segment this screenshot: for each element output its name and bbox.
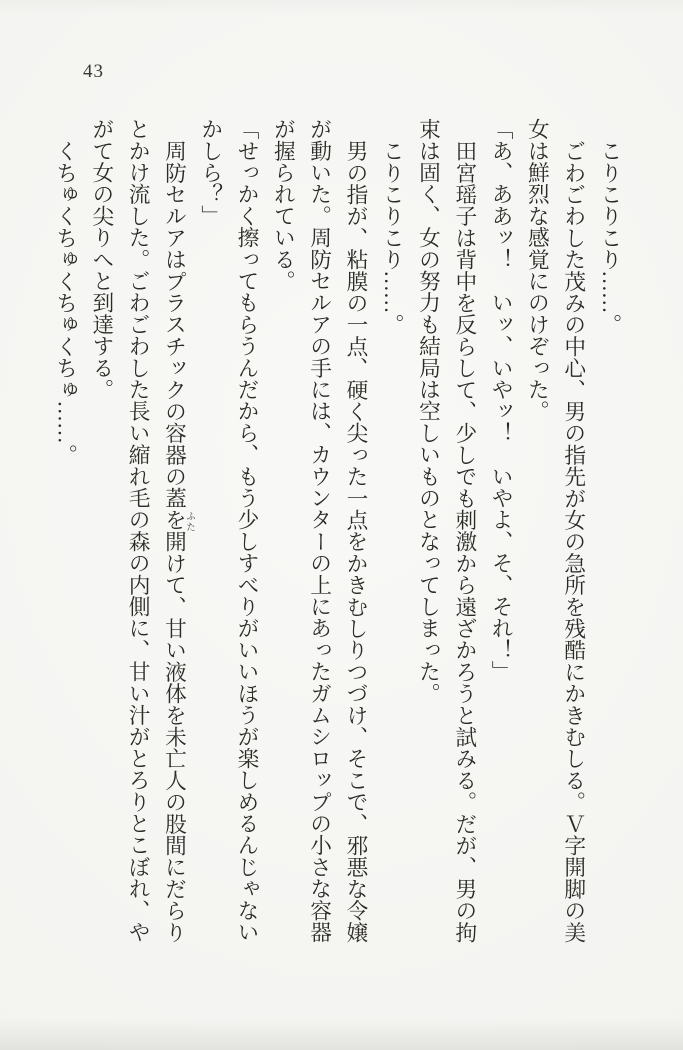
furigana-annotation: ふた — [183, 510, 194, 533]
paragraph-narration-3: 男の指が、粘膜の一点、硬く尖った一点をかきむしりつづけ、そこで、邪悪な令嬢が動いた。周防セルアの手には、カウンターの上にあったガムシロップの小さな容器が握られている。 — [271, 118, 368, 943]
ruby-base: 蓋 — [162, 486, 187, 509]
paragraph-sfx-1: こりこりこり……。 — [598, 139, 622, 335]
text-block — [47, 118, 628, 946]
paragraph-narration-4-post: を開けて、甘い液体を未亡人の股間にだらりとかけ流した。ごわごわした長い縮れ毛の森の内側に、甘い汁がとろりとこぼれ、やがて女の尖りへと到達する。 — [89, 118, 187, 943]
page-number: 43 — [83, 61, 104, 82]
paragraph-narration-4-pre: 周防セルアはプラスチックの容器の — [162, 139, 187, 487]
paragraph-narration-4 — [84, 118, 193, 946]
paragraph-narration-2: 田宮瑶子は背中を反らして、少しでも刺激から遠ざかろうと試みる。だが、男の拘束は固く、女の努力も結局は空しいものとなってしまった。 — [416, 118, 477, 943]
paragraph-dialogue-2: 「せっかく擦ってもらうんだから、もう少しすべりがいいほうが楽しめるんじゃないかしら？」 — [198, 118, 260, 943]
ruby-word — [162, 486, 194, 533]
paragraph-dialogue-1: 「あ、ああッ！ いッ、いやッ！ いやよ、そ、それ！」 — [489, 118, 514, 683]
paragraph-sfx-2: こりこりこり……。 — [380, 139, 405, 335]
paragraph-sfx-3: くちゅくちゅくちゅくちゅ……。 — [53, 139, 78, 466]
paragraph-narration-1: ごわごわした茂みの中心、男の指先が女の急所を残酷にかきむしる。Ｖ字開脚の美女は鮮烈な感覚にのけぞった。 — [525, 118, 586, 943]
